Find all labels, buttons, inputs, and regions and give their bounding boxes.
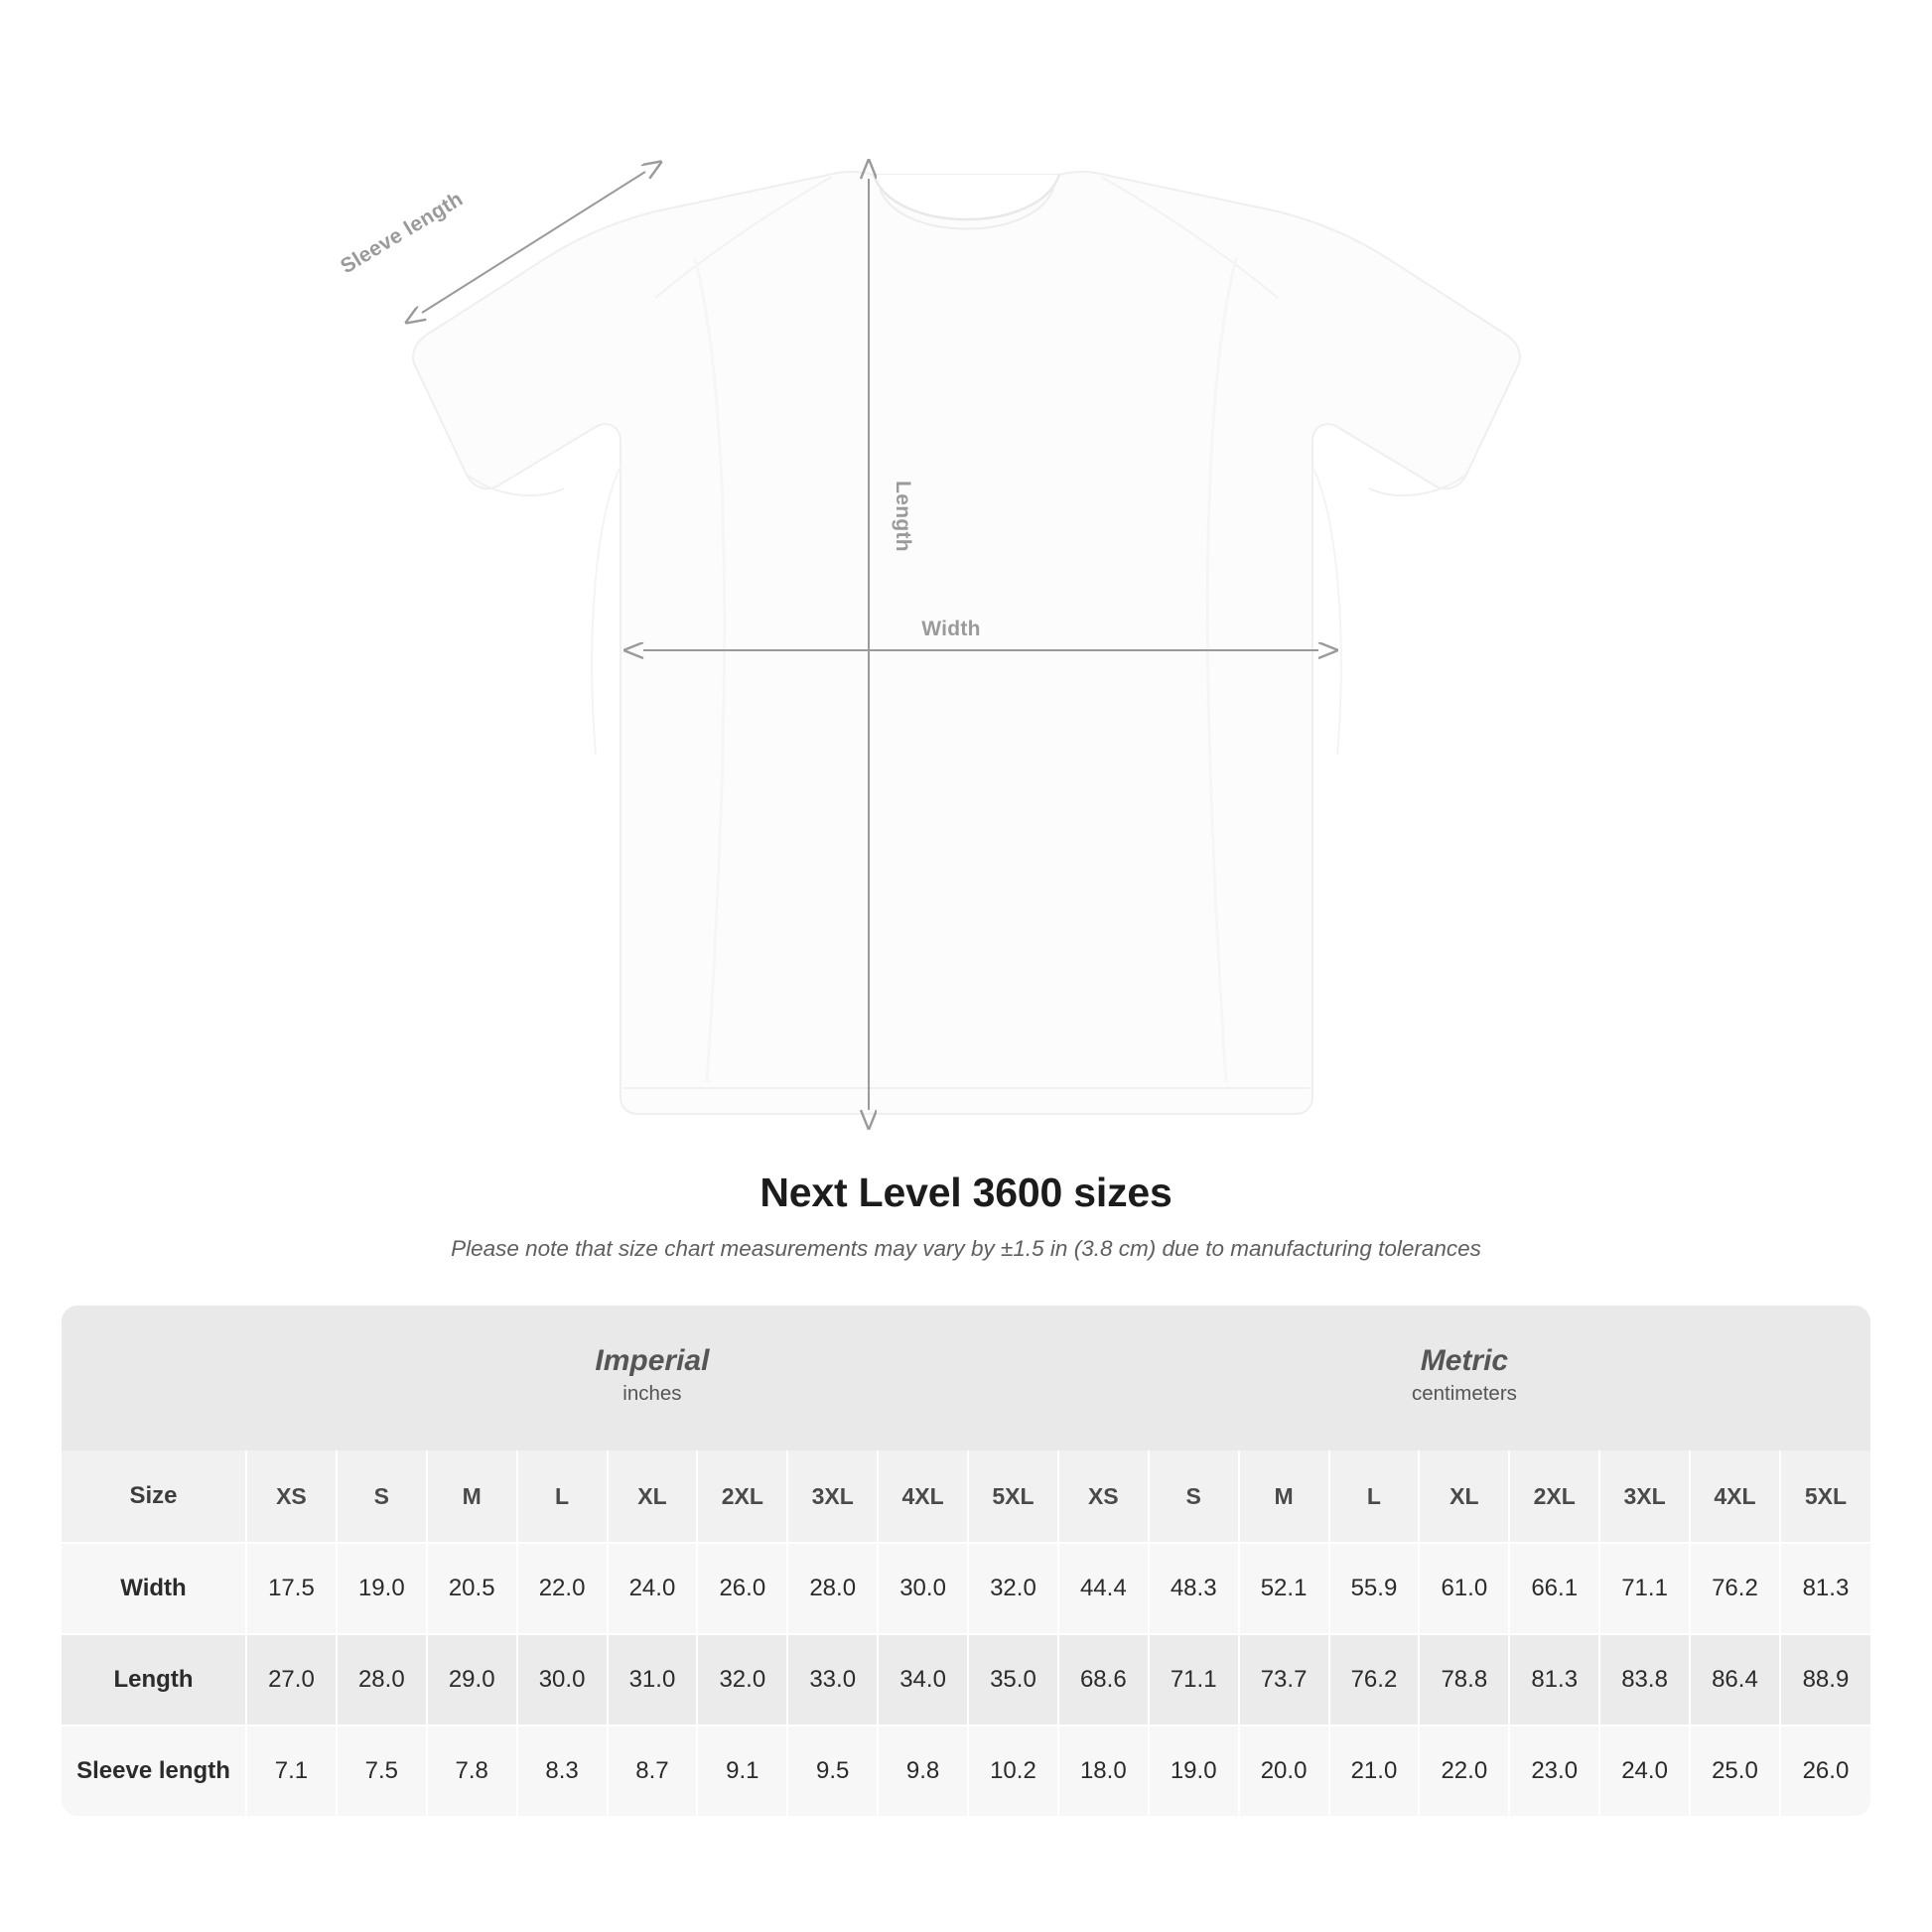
unit-header-metric (1058, 1306, 1870, 1450)
cell-width-metric-l: 55.9 (1329, 1543, 1420, 1634)
size-header-metric-l: L (1329, 1450, 1420, 1543)
row-label-length: Length (62, 1634, 246, 1725)
cell-length-metric-3xl: 83.8 (1599, 1634, 1690, 1725)
cell-length-metric-5xl: 88.9 (1780, 1634, 1870, 1725)
cell-sleeve-imperial-s: 7.5 (337, 1725, 427, 1816)
size-header-metric-s: S (1149, 1450, 1239, 1543)
size-header-imperial-xs: XS (246, 1450, 337, 1543)
unit-name-metric: Metric (1420, 1343, 1509, 1377)
cell-sleeve-imperial-xs: 7.1 (246, 1725, 337, 1816)
cell-length-imperial-4xl: 34.0 (878, 1634, 968, 1725)
cell-width-imperial-m: 20.5 (427, 1543, 517, 1634)
page-title: Next Level 3600 sizes (759, 1170, 1173, 1215)
unit-sub-metric: centimeters (1411, 1381, 1517, 1405)
cell-length-metric-xl: 78.8 (1419, 1634, 1509, 1725)
cell-sleeve-imperial-m: 7.8 (427, 1725, 517, 1816)
tshirt-shape (413, 172, 1520, 1114)
size-header-imperial-l: L (517, 1450, 608, 1543)
cell-length-imperial-l: 30.0 (517, 1634, 608, 1725)
cell-sleeve-metric-l: 21.0 (1329, 1725, 1420, 1816)
size-header-metric-m: M (1239, 1450, 1329, 1543)
size-header-imperial-4xl: 4XL (878, 1450, 968, 1543)
cell-width-imperial-xl: 24.0 (608, 1543, 698, 1634)
size-row-label: Size (62, 1450, 246, 1543)
cell-length-metric-l: 76.2 (1329, 1634, 1420, 1725)
size-header-imperial-3xl: 3XL (787, 1450, 878, 1543)
tolerance-note: Please note that size chart measurements may vary by ±1.5 in (3.8 cm) due to manufacturing tolerances (451, 1236, 1481, 1261)
table-row (62, 1543, 1870, 1634)
cell-length-metric-xs: 68.6 (1058, 1634, 1149, 1725)
table-row (62, 1725, 1870, 1816)
cell-width-metric-2xl: 66.1 (1509, 1543, 1599, 1634)
table-row (62, 1634, 1870, 1725)
cell-width-imperial-4xl: 30.0 (878, 1543, 968, 1634)
size-header-imperial-5xl: 5XL (968, 1450, 1058, 1543)
size-header-metric-4xl: 4XL (1690, 1450, 1780, 1543)
unit-name-imperial: Imperial (595, 1343, 710, 1377)
title-block (0, 1170, 1932, 1262)
cell-sleeve-metric-3xl: 24.0 (1599, 1725, 1690, 1816)
cell-sleeve-metric-2xl: 23.0 (1509, 1725, 1599, 1816)
size-header-imperial-xl: XL (608, 1450, 698, 1543)
size-header-metric-xl: XL (1419, 1450, 1509, 1543)
size-header-metric-5xl: 5XL (1780, 1450, 1870, 1543)
size-table (62, 1306, 1870, 1816)
cell-sleeve-metric-xs: 18.0 (1058, 1725, 1149, 1816)
size-header-imperial-m: M (427, 1450, 517, 1543)
size-header-imperial-2xl: 2XL (697, 1450, 787, 1543)
row-label-width: Width (62, 1543, 246, 1634)
cell-sleeve-metric-4xl: 25.0 (1690, 1725, 1780, 1816)
cell-length-imperial-xs: 27.0 (246, 1634, 337, 1725)
cell-length-metric-2xl: 81.3 (1509, 1634, 1599, 1725)
unit-header-imperial (246, 1306, 1058, 1450)
cell-width-imperial-3xl: 28.0 (787, 1543, 878, 1634)
size-header-metric-3xl: 3XL (1599, 1450, 1690, 1543)
table-corner-cell (62, 1306, 246, 1450)
cell-width-metric-3xl: 71.1 (1599, 1543, 1690, 1634)
cell-sleeve-imperial-xl: 8.7 (608, 1725, 698, 1816)
cell-width-imperial-l: 22.0 (517, 1543, 608, 1634)
cell-width-imperial-xs: 17.5 (246, 1543, 337, 1634)
size-table-container (62, 1306, 1870, 1816)
cell-length-imperial-xl: 31.0 (608, 1634, 698, 1725)
cell-length-metric-m: 73.7 (1239, 1634, 1329, 1725)
cell-width-metric-4xl: 76.2 (1690, 1543, 1780, 1634)
cell-width-imperial-s: 19.0 (337, 1543, 427, 1634)
width-label: Width (921, 618, 981, 640)
cell-length-imperial-2xl: 32.0 (697, 1634, 787, 1725)
size-header-metric-2xl: 2XL (1509, 1450, 1599, 1543)
length-label: Length (892, 481, 914, 552)
unit-sub-imperial: inches (622, 1381, 682, 1405)
cell-width-metric-s: 48.3 (1149, 1543, 1239, 1634)
cell-sleeve-metric-xl: 22.0 (1419, 1725, 1509, 1816)
cell-length-imperial-s: 28.0 (337, 1634, 427, 1725)
cell-width-metric-5xl: 81.3 (1780, 1543, 1870, 1634)
size-header-row (62, 1450, 1870, 1543)
cell-length-imperial-m: 29.0 (427, 1634, 517, 1725)
cell-length-imperial-5xl: 35.0 (968, 1634, 1058, 1725)
cell-sleeve-imperial-2xl: 9.1 (697, 1725, 787, 1816)
cell-sleeve-imperial-l: 8.3 (517, 1725, 608, 1816)
sleeve-length-label: Sleeve length (337, 187, 468, 279)
cell-width-metric-m: 52.1 (1239, 1543, 1329, 1634)
size-header-imperial-s: S (337, 1450, 427, 1543)
cell-length-imperial-3xl: 33.0 (787, 1634, 878, 1725)
cell-length-metric-4xl: 86.4 (1690, 1634, 1780, 1725)
cell-sleeve-metric-5xl: 26.0 (1780, 1725, 1870, 1816)
cell-sleeve-metric-m: 20.0 (1239, 1725, 1329, 1816)
cell-width-imperial-5xl: 32.0 (968, 1543, 1058, 1634)
unit-header-row (62, 1306, 1870, 1450)
cell-sleeve-imperial-5xl: 10.2 (968, 1725, 1058, 1816)
cell-sleeve-imperial-3xl: 9.5 (787, 1725, 878, 1816)
cell-sleeve-imperial-4xl: 9.8 (878, 1725, 968, 1816)
cell-length-metric-s: 71.1 (1149, 1634, 1239, 1725)
cell-sleeve-metric-s: 19.0 (1149, 1725, 1239, 1816)
size-header-metric-xs: XS (1058, 1450, 1149, 1543)
cell-width-metric-xs: 44.4 (1058, 1543, 1149, 1634)
cell-width-imperial-2xl: 26.0 (697, 1543, 787, 1634)
cell-width-metric-xl: 61.0 (1419, 1543, 1509, 1634)
row-label-sleeve-length: Sleeve length (62, 1725, 246, 1816)
